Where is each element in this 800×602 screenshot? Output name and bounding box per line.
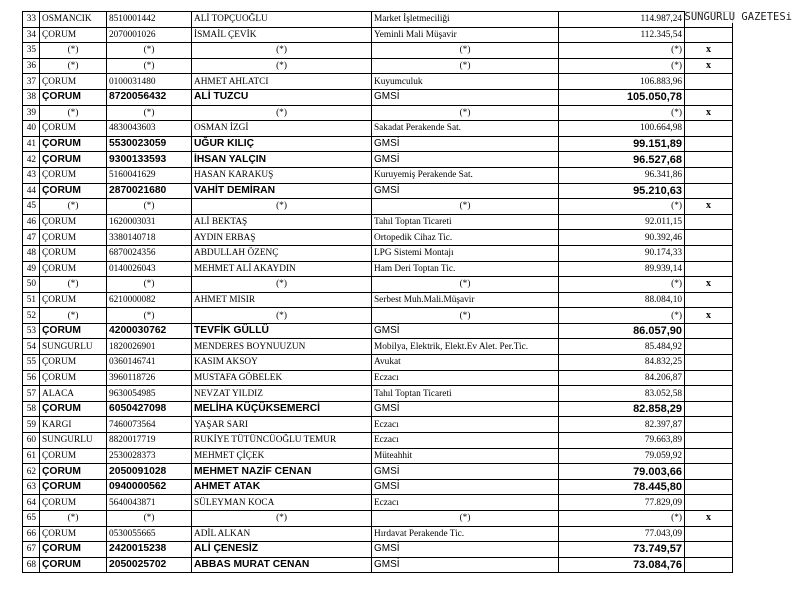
mark-cell	[685, 433, 733, 449]
mark-cell	[685, 183, 733, 199]
city-cell: SUNGURLU	[40, 339, 107, 355]
occupation-cell: Mobilya, Elektrik, Elekt.Ev Alet. Per.Tic.	[372, 339, 559, 355]
table-row	[23, 121, 733, 137]
city-cell: ÇORUM	[40, 245, 107, 261]
taxpayer-name-cell: ALİ TUZCU	[192, 89, 372, 105]
row-number: 36	[23, 58, 40, 74]
row-number: 33	[23, 12, 40, 28]
city-cell: ÇORUM	[40, 261, 107, 277]
occupation-cell: Market İşletmeciliği	[372, 12, 559, 28]
occupation-cell: (*)	[372, 43, 559, 59]
table-row	[23, 167, 733, 183]
row-number: 53	[23, 323, 40, 339]
occupation-cell: Kuruyemiş Perakende Sat.	[372, 167, 559, 183]
mark-cell	[685, 339, 733, 355]
table-row	[23, 58, 733, 74]
mark-cell	[685, 136, 733, 152]
table-row	[23, 433, 733, 449]
tax-amount-cell: (*)	[559, 105, 685, 121]
tax-number-cell: (*)	[107, 199, 192, 215]
row-number: 45	[23, 199, 40, 215]
table-row	[23, 89, 733, 105]
row-number: 48	[23, 245, 40, 261]
occupation-cell: Tahıl Toptan Ticareti	[372, 386, 559, 402]
tax-amount-cell: 77.829,09	[559, 495, 685, 511]
taxpayer-name-cell: (*)	[192, 308, 372, 324]
taxpayer-name-cell: AHMET ATAK	[192, 479, 372, 495]
tax-amount-cell: 85.484,92	[559, 339, 685, 355]
tax-amount-cell: 99.151,89	[559, 136, 685, 152]
row-number: 61	[23, 448, 40, 464]
row-number: 58	[23, 401, 40, 417]
tax-number-cell: 0100031480	[107, 74, 192, 90]
occupation-cell: (*)	[372, 105, 559, 121]
mark-cell	[685, 448, 733, 464]
taxpayer-name-cell: İHSAN YALÇIN	[192, 152, 372, 168]
mark-cell	[685, 401, 733, 417]
occupation-cell: Müteahhit	[372, 448, 559, 464]
mark-cell	[685, 355, 733, 371]
occupation-cell: GMSİ	[372, 89, 559, 105]
mark-cell: x	[685, 511, 733, 527]
row-number: 52	[23, 308, 40, 324]
mark-cell	[685, 74, 733, 90]
city-cell: ÇORUM	[40, 89, 107, 105]
city-cell: ÇORUM	[40, 214, 107, 230]
tax-number-cell: 3380140718	[107, 230, 192, 246]
row-number: 63	[23, 479, 40, 495]
taxpayer-name-cell: MEHMET ÇİÇEK	[192, 448, 372, 464]
taxpayer-name-cell: HASAN KARAKUŞ	[192, 167, 372, 183]
mark-cell	[685, 89, 733, 105]
tax-number-cell: (*)	[107, 308, 192, 324]
taxpayer-name-cell: (*)	[192, 511, 372, 527]
tax-amount-cell: 95.210,63	[559, 183, 685, 199]
occupation-cell: Ham Deri Toptan Tic.	[372, 261, 559, 277]
table-row	[23, 495, 733, 511]
occupation-cell: Eczacı	[372, 433, 559, 449]
tax-amount-cell: 105.050,78	[559, 89, 685, 105]
row-number: 50	[23, 277, 40, 293]
occupation-cell: GMSİ	[372, 557, 559, 573]
table-row	[23, 261, 733, 277]
row-number: 56	[23, 370, 40, 386]
mark-cell	[685, 152, 733, 168]
city-cell: ÇORUM	[40, 152, 107, 168]
row-number: 34	[23, 27, 40, 43]
row-number: 59	[23, 417, 40, 433]
row-number: 42	[23, 152, 40, 168]
tax-number-cell: 5530023059	[107, 136, 192, 152]
tax-amount-cell: (*)	[559, 308, 685, 324]
tax-amount-cell: 73.749,57	[559, 542, 685, 558]
tax-number-cell: (*)	[107, 511, 192, 527]
tax-amount-cell: 90.392,46	[559, 230, 685, 246]
taxpayer-name-cell: VAHİT DEMİRAN	[192, 183, 372, 199]
tax-amount-cell: 89.939,14	[559, 261, 685, 277]
taxpayer-name-cell: KASIM AKSOY	[192, 355, 372, 371]
tax-number-cell: 0140026043	[107, 261, 192, 277]
city-cell: (*)	[40, 199, 107, 215]
mark-cell	[685, 557, 733, 573]
taxpayer-name-cell: OSMAN İZGİ	[192, 121, 372, 137]
city-cell: KARGI	[40, 417, 107, 433]
row-number: 43	[23, 167, 40, 183]
row-number: 68	[23, 557, 40, 573]
row-number: 49	[23, 261, 40, 277]
table-row	[23, 199, 733, 215]
city-cell: ÇORUM	[40, 230, 107, 246]
tax-number-cell: 5160041629	[107, 167, 192, 183]
occupation-cell: GMSİ	[372, 542, 559, 558]
table-row	[23, 557, 733, 573]
tax-number-cell: (*)	[107, 58, 192, 74]
table-row	[23, 292, 733, 308]
row-number: 54	[23, 339, 40, 355]
city-cell: ALACA	[40, 386, 107, 402]
taxpayer-name-cell: MELİHA KÜÇÜKSEMERCİ	[192, 401, 372, 417]
tax-amount-cell: 79.059,92	[559, 448, 685, 464]
table-row	[23, 230, 733, 246]
occupation-cell: GMSİ	[372, 401, 559, 417]
taxpayer-name-cell: SÜLEYMAN KOCA	[192, 495, 372, 511]
tax-number-cell: 2070001026	[107, 27, 192, 43]
taxpayer-name-cell: (*)	[192, 43, 372, 59]
mark-cell	[685, 479, 733, 495]
table-row	[23, 105, 733, 121]
city-cell: (*)	[40, 277, 107, 293]
occupation-cell: GMSİ	[372, 183, 559, 199]
occupation-cell: Kuyumculuk	[372, 74, 559, 90]
taxpayer-name-cell: MUSTAFA GÖBELEK	[192, 370, 372, 386]
table-row	[23, 245, 733, 261]
occupation-cell: Sakadat Perakende Sat.	[372, 121, 559, 137]
row-number: 46	[23, 214, 40, 230]
tax-amount-cell: 90.174,33	[559, 245, 685, 261]
mark-cell	[685, 214, 733, 230]
city-cell: ÇORUM	[40, 370, 107, 386]
newspaper-watermark: SUNGURLU GAZETESi	[684, 11, 792, 23]
tax-number-cell: 4830043603	[107, 121, 192, 137]
taxpayer-name-cell: (*)	[192, 199, 372, 215]
mark-cell: x	[685, 199, 733, 215]
taxpayer-name-cell: ADİL ALKAN	[192, 526, 372, 542]
mark-cell	[685, 323, 733, 339]
tax-number-cell: 6050427098	[107, 401, 192, 417]
taxpayer-list-sheet	[22, 11, 733, 573]
row-number: 62	[23, 464, 40, 480]
occupation-cell: GMSİ	[372, 323, 559, 339]
city-cell: ÇORUM	[40, 355, 107, 371]
mark-cell	[685, 526, 733, 542]
taxpayer-name-cell: AYDIN ERBAŞ	[192, 230, 372, 246]
city-cell: ÇORUM	[40, 448, 107, 464]
occupation-cell: Tahıl Toptan Ticareti	[372, 214, 559, 230]
table-row	[23, 339, 733, 355]
occupation-cell: Eczacı	[372, 417, 559, 433]
tax-number-cell: 5640043871	[107, 495, 192, 511]
mark-cell	[685, 370, 733, 386]
table-row	[23, 417, 733, 433]
row-number: 38	[23, 89, 40, 105]
row-number: 41	[23, 136, 40, 152]
mark-cell	[685, 464, 733, 480]
tax-amount-cell: 100.664,98	[559, 121, 685, 137]
tax-number-cell: 2050025702	[107, 557, 192, 573]
tax-number-cell: 0530055665	[107, 526, 192, 542]
occupation-cell: Yeminli Mali Müşavir	[372, 27, 559, 43]
occupation-cell: LPG Sistemi Montajı	[372, 245, 559, 261]
city-cell: ÇORUM	[40, 495, 107, 511]
tax-number-cell: 8510001442	[107, 12, 192, 28]
tax-amount-cell: 77.043,09	[559, 526, 685, 542]
city-cell: ÇORUM	[40, 401, 107, 417]
taxpayer-name-cell: İSMAİL ÇEVİK	[192, 27, 372, 43]
taxpayer-table	[22, 11, 733, 573]
city-cell: ÇORUM	[40, 542, 107, 558]
tax-amount-cell: 96.341,86	[559, 167, 685, 183]
occupation-cell: Avukat	[372, 355, 559, 371]
table-row	[23, 214, 733, 230]
city-cell: ÇORUM	[40, 167, 107, 183]
table-row	[23, 152, 733, 168]
table-row	[23, 277, 733, 293]
tax-number-cell: 1820026901	[107, 339, 192, 355]
table-row	[23, 370, 733, 386]
city-cell: ÇORUM	[40, 74, 107, 90]
mark-cell	[685, 386, 733, 402]
tax-number-cell: (*)	[107, 43, 192, 59]
taxpayer-name-cell: (*)	[192, 105, 372, 121]
tax-amount-cell: 79.663,89	[559, 433, 685, 449]
occupation-cell: (*)	[372, 199, 559, 215]
tax-amount-cell: 82.858,29	[559, 401, 685, 417]
occupation-cell: (*)	[372, 277, 559, 293]
taxpayer-name-cell: (*)	[192, 277, 372, 293]
tax-amount-cell: 86.057,90	[559, 323, 685, 339]
city-cell: ÇORUM	[40, 121, 107, 137]
city-cell: (*)	[40, 105, 107, 121]
table-row	[23, 355, 733, 371]
tax-number-cell: 6870024356	[107, 245, 192, 261]
taxpayer-name-cell: ALİ TOPÇUOĞLU	[192, 12, 372, 28]
table-row	[23, 74, 733, 90]
tax-amount-cell: 79.003,66	[559, 464, 685, 480]
city-cell: ÇORUM	[40, 292, 107, 308]
mark-cell	[685, 495, 733, 511]
taxpayer-name-cell: ALİ BEKTAŞ	[192, 214, 372, 230]
taxpayer-name-cell: ABDULLAH ÖZENÇ	[192, 245, 372, 261]
tax-amount-cell: 96.527,68	[559, 152, 685, 168]
tax-amount-cell: (*)	[559, 58, 685, 74]
table-row	[23, 323, 733, 339]
tax-number-cell: 2420015238	[107, 542, 192, 558]
city-cell: (*)	[40, 511, 107, 527]
table-row	[23, 511, 733, 527]
taxpayer-name-cell: UĞUR KILIÇ	[192, 136, 372, 152]
taxpayer-name-cell: ALİ ÇENESİZ	[192, 542, 372, 558]
mark-cell	[685, 292, 733, 308]
city-cell: SUNGURLU	[40, 433, 107, 449]
tax-number-cell: 3960118726	[107, 370, 192, 386]
row-number: 60	[23, 433, 40, 449]
taxpayer-name-cell: AHMET AHLATCI	[192, 74, 372, 90]
mark-cell: x	[685, 277, 733, 293]
occupation-cell: Serbest Muh.Mali.Müşavir	[372, 292, 559, 308]
tax-number-cell: (*)	[107, 277, 192, 293]
city-cell: ÇORUM	[40, 557, 107, 573]
table-row	[23, 464, 733, 480]
tax-amount-cell: 106.883,96	[559, 74, 685, 90]
occupation-cell: Ortopedik Cihaz Tic.	[372, 230, 559, 246]
table-row	[23, 448, 733, 464]
mark-cell: x	[685, 58, 733, 74]
occupation-cell: (*)	[372, 511, 559, 527]
taxpayer-name-cell: (*)	[192, 58, 372, 74]
table-row	[23, 27, 733, 43]
tax-amount-cell: 88.084,10	[559, 292, 685, 308]
occupation-cell: Hırdavat Perakende Tic.	[372, 526, 559, 542]
tax-amount-cell: (*)	[559, 199, 685, 215]
tax-number-cell: 9300133593	[107, 152, 192, 168]
row-number: 57	[23, 386, 40, 402]
mark-cell	[685, 27, 733, 43]
row-number: 65	[23, 511, 40, 527]
tax-number-cell: (*)	[107, 105, 192, 121]
city-cell: ÇORUM	[40, 479, 107, 495]
tax-amount-cell: 84.832,25	[559, 355, 685, 371]
row-number: 37	[23, 74, 40, 90]
tax-amount-cell: 82.397,87	[559, 417, 685, 433]
row-number: 66	[23, 526, 40, 542]
row-number: 35	[23, 43, 40, 59]
taxpayer-name-cell: AHMET MISIR	[192, 292, 372, 308]
occupation-cell: (*)	[372, 308, 559, 324]
city-cell: ÇORUM	[40, 27, 107, 43]
table-row	[23, 183, 733, 199]
taxpayer-name-cell: MEHMET ALİ AKAYDIN	[192, 261, 372, 277]
city-cell: OSMANCIK	[40, 12, 107, 28]
occupation-cell: Eczacı	[372, 370, 559, 386]
table-row	[23, 12, 733, 28]
tax-amount-cell: 112.345,54	[559, 27, 685, 43]
taxpayer-name-cell: RUKİYE TÜTÜNCÜOĞLU TEMUR	[192, 433, 372, 449]
city-cell: ÇORUM	[40, 323, 107, 339]
occupation-cell: GMSİ	[372, 464, 559, 480]
tax-number-cell: 2530028373	[107, 448, 192, 464]
taxpayer-name-cell: NEVZAT YILDIZ	[192, 386, 372, 402]
mark-cell: x	[685, 43, 733, 59]
table-row	[23, 136, 733, 152]
occupation-cell: (*)	[372, 58, 559, 74]
table-row	[23, 526, 733, 542]
tax-amount-cell: 92.011,15	[559, 214, 685, 230]
mark-cell	[685, 417, 733, 433]
city-cell: (*)	[40, 58, 107, 74]
row-number: 47	[23, 230, 40, 246]
row-number: 64	[23, 495, 40, 511]
city-cell: (*)	[40, 308, 107, 324]
row-number: 44	[23, 183, 40, 199]
table-row	[23, 386, 733, 402]
mark-cell	[685, 167, 733, 183]
tax-amount-cell: 84.206,87	[559, 370, 685, 386]
tax-amount-cell: 78.445,80	[559, 479, 685, 495]
city-cell: (*)	[40, 43, 107, 59]
city-cell: ÇORUM	[40, 526, 107, 542]
occupation-cell: GMSİ	[372, 479, 559, 495]
taxpayer-name-cell: MEHMET NAZİF CENAN	[192, 464, 372, 480]
row-number: 39	[23, 105, 40, 121]
taxpayer-name-cell: MENDERES BOYNUUZUN	[192, 339, 372, 355]
occupation-cell: Eczacı	[372, 495, 559, 511]
table-row	[23, 401, 733, 417]
mark-cell	[685, 542, 733, 558]
mark-cell	[685, 245, 733, 261]
tax-amount-cell: 73.084,76	[559, 557, 685, 573]
tax-number-cell: 6210000082	[107, 292, 192, 308]
table-row	[23, 479, 733, 495]
row-number: 40	[23, 121, 40, 137]
tax-amount-cell: (*)	[559, 277, 685, 293]
tax-number-cell: 2050091028	[107, 464, 192, 480]
tax-number-cell: 8720056432	[107, 89, 192, 105]
city-cell: ÇORUM	[40, 464, 107, 480]
table-row	[23, 43, 733, 59]
mark-cell: x	[685, 308, 733, 324]
tax-amount-cell: 83.052,58	[559, 386, 685, 402]
tax-number-cell: 9630054985	[107, 386, 192, 402]
taxpayer-name-cell: YAŞAR SARI	[192, 417, 372, 433]
row-number: 67	[23, 542, 40, 558]
tax-number-cell: 1620003031	[107, 214, 192, 230]
taxpayer-name-cell: ABBAS MURAT CENAN	[192, 557, 372, 573]
occupation-cell: GMSİ	[372, 152, 559, 168]
tax-number-cell: 4200030762	[107, 323, 192, 339]
taxpayer-name-cell: TEVFİK GÜLLÜ	[192, 323, 372, 339]
tax-amount-cell: (*)	[559, 43, 685, 59]
table-row	[23, 542, 733, 558]
mark-cell: x	[685, 105, 733, 121]
tax-number-cell: 7460073564	[107, 417, 192, 433]
tax-number-cell: 8820017719	[107, 433, 192, 449]
mark-cell	[685, 261, 733, 277]
tax-amount-cell: 114.987,24	[559, 12, 685, 28]
city-cell: ÇORUM	[40, 183, 107, 199]
city-cell: ÇORUM	[40, 136, 107, 152]
mark-cell	[685, 230, 733, 246]
tax-number-cell: 0360146741	[107, 355, 192, 371]
table-body	[23, 12, 733, 573]
row-number: 51	[23, 292, 40, 308]
tax-amount-cell: (*)	[559, 511, 685, 527]
occupation-cell: GMSİ	[372, 136, 559, 152]
table-row	[23, 308, 733, 324]
row-number: 55	[23, 355, 40, 371]
tax-number-cell: 0940000562	[107, 479, 192, 495]
tax-number-cell: 2870021680	[107, 183, 192, 199]
mark-cell	[685, 121, 733, 137]
